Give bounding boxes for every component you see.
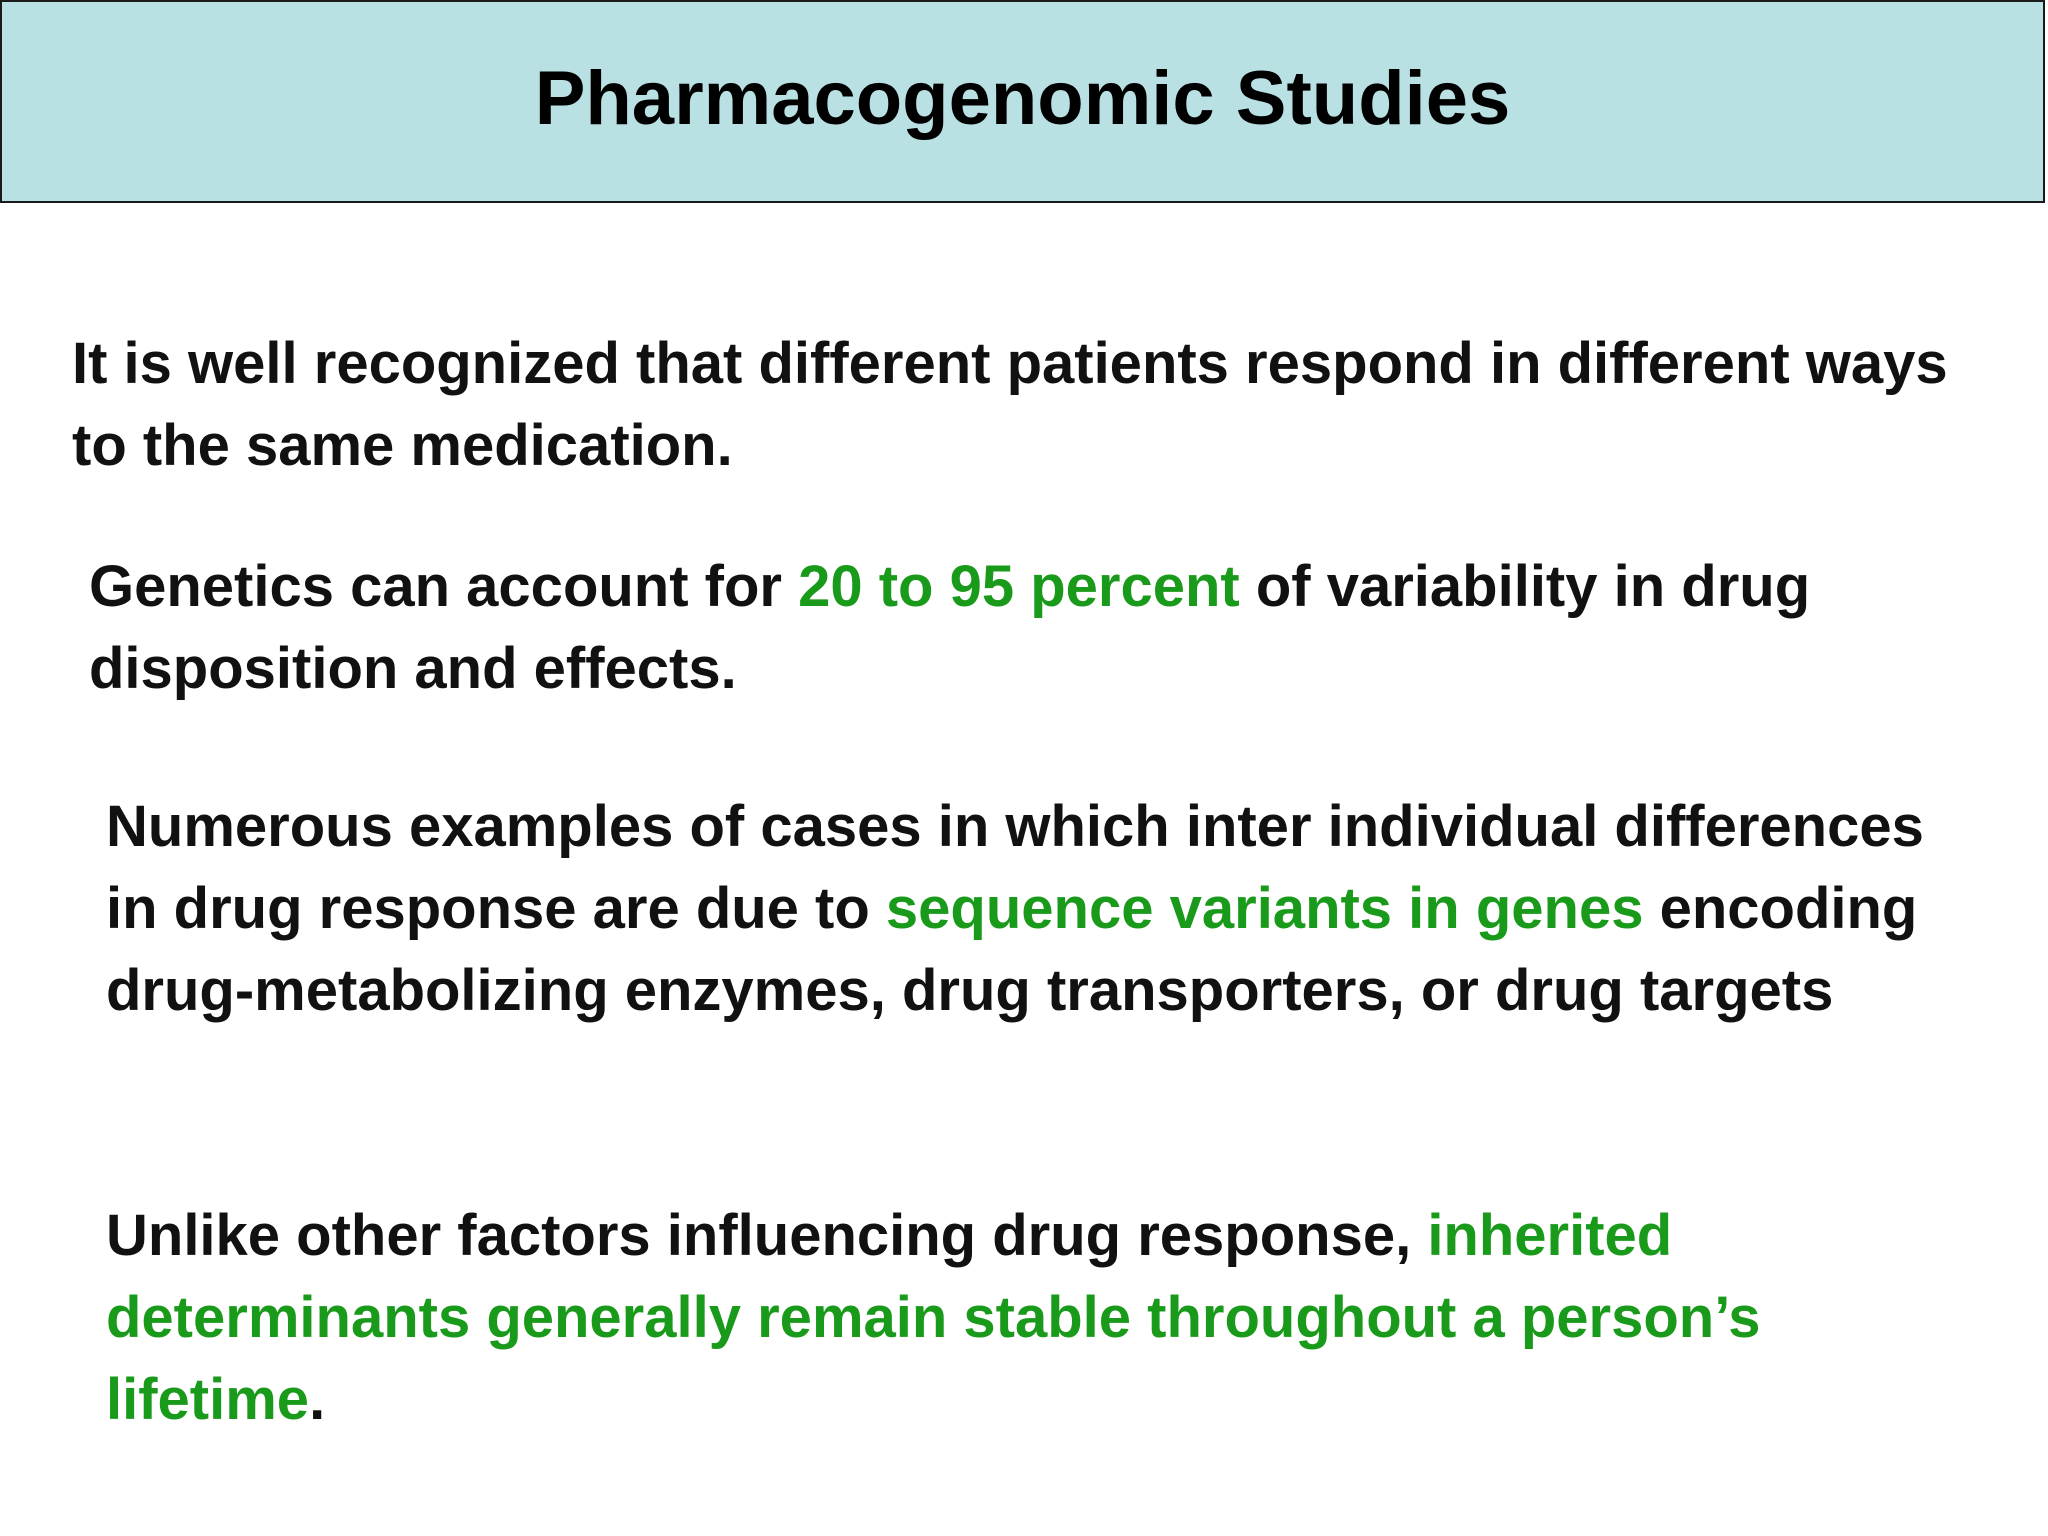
paragraph-text: of variability in drug disposition and effects. xyxy=(89,554,1811,701)
highlight-text: sequence variants in genes xyxy=(885,876,1644,941)
paragraph-inherited-determinants xyxy=(106,1195,1986,1441)
paragraph-text: Unlike other factors influencing drug response, xyxy=(106,1203,1428,1268)
title-bar xyxy=(0,0,2045,203)
highlight-text: 20 to 95 percent xyxy=(798,554,1240,619)
paragraph-patient-variability xyxy=(72,323,2012,487)
paragraph-text: . xyxy=(309,1367,326,1432)
paragraph-sequence-variants xyxy=(106,786,1986,1032)
paragraph-text: Genetics can account for xyxy=(89,554,799,619)
paragraph-text: encoding drug-metabolizing enzymes, drug transporters, or drug targets xyxy=(106,876,1918,1023)
paragraph-text: Numerous examples of cases in which inter individual differences in drug response are due to xyxy=(106,794,1924,941)
slide-title: Pharmacogenomic Studies xyxy=(534,55,1511,141)
paragraph-genetics-variability xyxy=(89,546,2019,710)
paragraph-text: It is well recognized that different patients respond in different ways to the same medication. xyxy=(72,331,1948,478)
highlight-text: inherited determinants generally remain stable throughout a person’s lifetime xyxy=(106,1203,1761,1432)
